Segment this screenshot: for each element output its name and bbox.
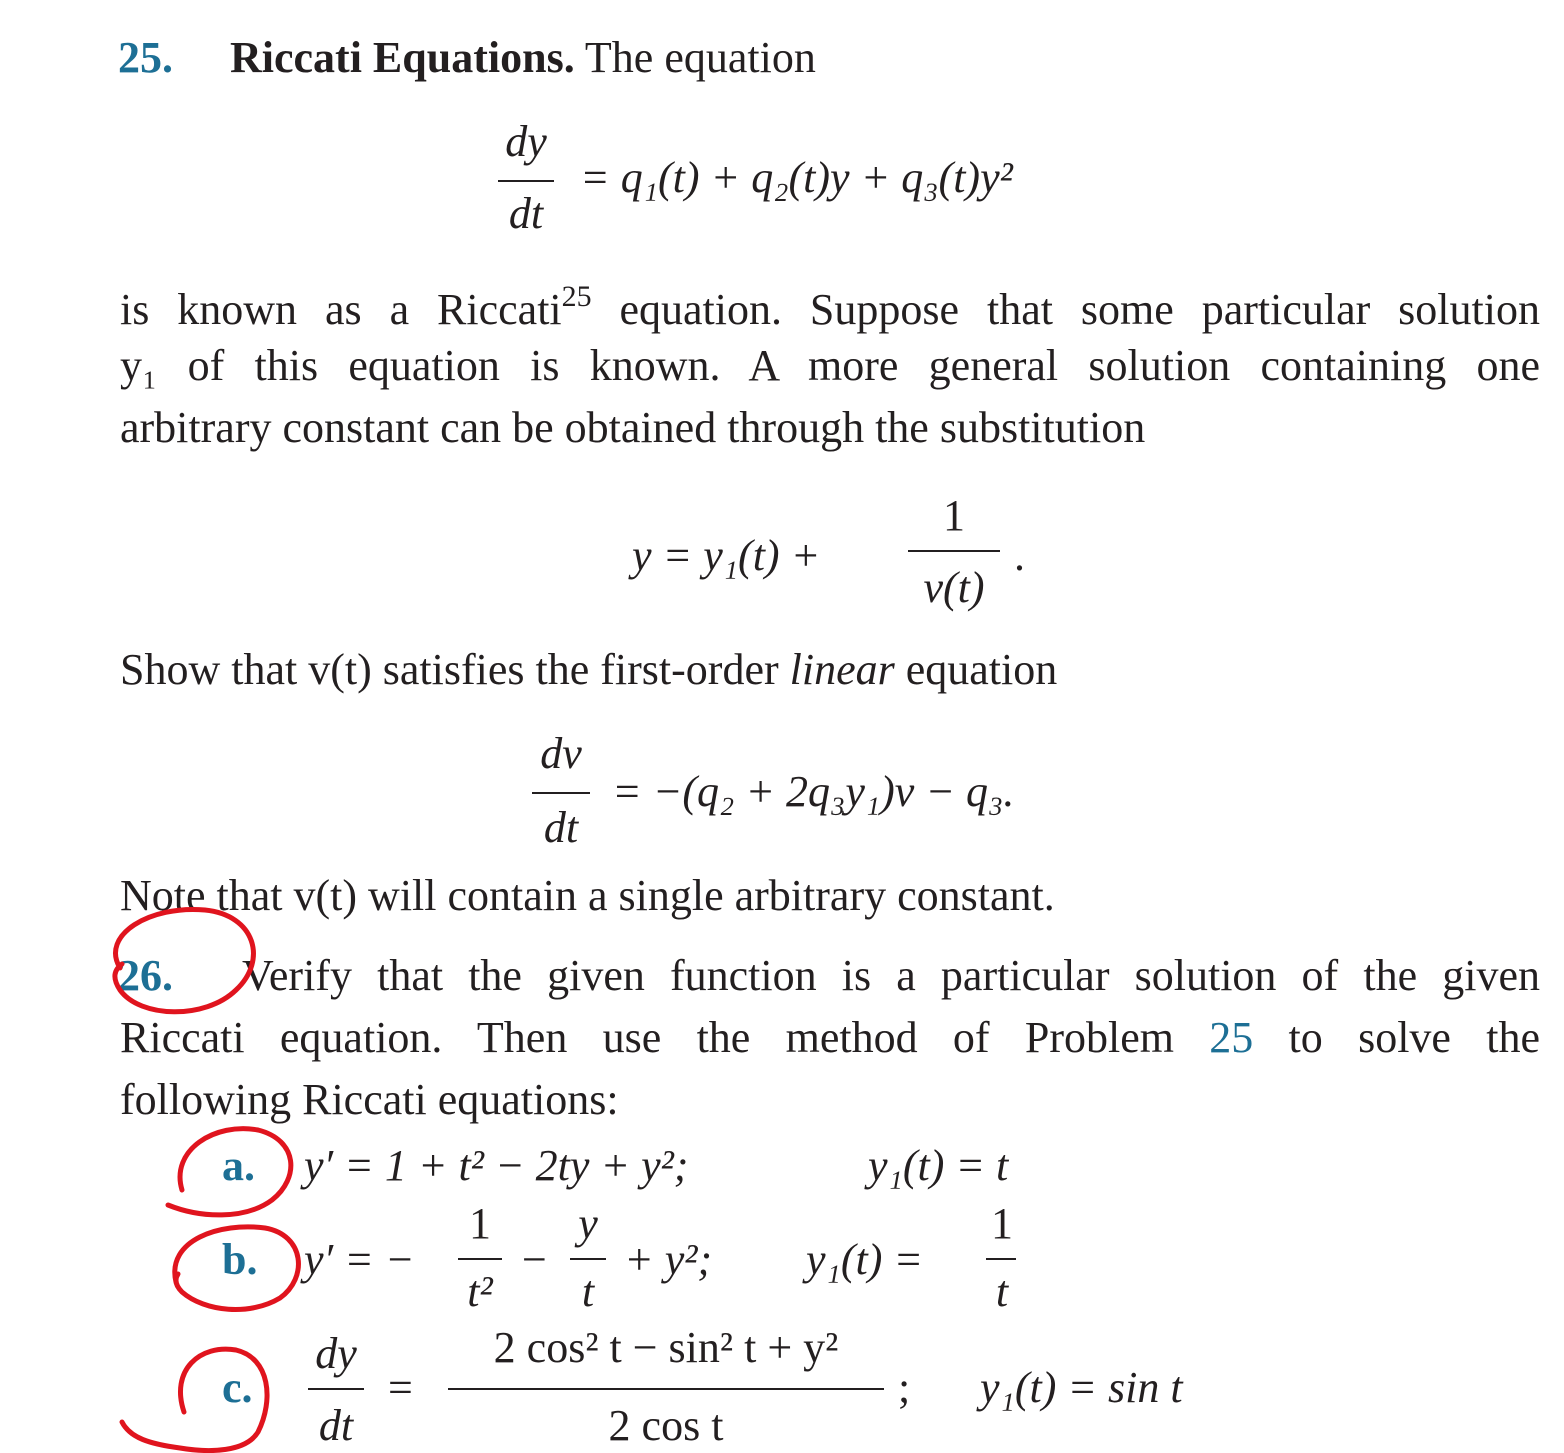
item-b-frac1-den: t² [467,1267,493,1316]
eq3-denominator: dt [543,803,579,852]
para1-text-b: equation. Suppose that some particular solution [591,284,1540,334]
item-c-label: c. [222,1363,253,1412]
problem-26-number: 26. [118,951,173,1000]
item-b-frac2-num: y [578,1199,598,1248]
ink-circle-a [168,1129,291,1215]
item-b-rest: + y²; [624,1235,713,1284]
ink-circle-b [175,1227,299,1310]
item-c-equals: = [388,1363,413,1412]
p26-line2-text-b: to solve the [1253,1013,1540,1062]
item-b-minus: − [522,1235,547,1284]
ink-circle-26 [115,909,254,1011]
p26-line2-text-a: Riccati equation. Then use the method of Problem [120,1013,1210,1062]
eq2-numerator: 1 [943,491,965,540]
para-line-3: arbitrary constant can be obtained through the substitution [120,403,1146,452]
item-b-label: b. [222,1235,258,1284]
item-b-lhs: y′ = − [304,1235,415,1284]
item-b-frac1-num: 1 [469,1199,491,1248]
item-c-semicolon: ; [898,1363,911,1412]
problem-title-rest: The equation [584,33,816,82]
problem-number: 25. [118,33,173,82]
item-b-solution-lhs: y₁(t) = [806,1235,924,1284]
ink-circle-c [122,1349,267,1450]
eq1-denominator: dt [508,189,544,238]
item-a-solution: y₁(t) = t [868,1141,1009,1190]
item-c-rhs-den: 2 cos t [608,1401,724,1450]
eq2-denominator: v(t) [923,563,985,612]
eq1-rhs: = q₁(t) + q₂(t)y + q₃(t)y² [580,153,1013,202]
para1-text-a: is known as a Riccati [120,284,562,334]
para4-text-b: equation [894,645,1058,694]
item-a-equation: y′ = 1 + t² − 2ty + y²; [304,1141,689,1190]
item-a-label: a. [222,1141,255,1190]
eq3-numerator: dv [540,729,582,778]
item-c-lhs-num: dy [315,1329,357,1378]
p26-line-3: following Riccati equations: [120,1075,619,1124]
item-c-solution: y₁(t) = sin t [980,1363,1183,1412]
para4-text-a: Show that v(t) satisfies the first-order [120,645,790,694]
item-b-sol-num: 1 [991,1199,1013,1248]
eq1-numerator: dy [505,117,547,166]
para4-emphasis: linear [789,645,895,694]
item-c-rhs-num: 2 cos² t − sin² t + y² [493,1323,839,1372]
item-c-lhs-den: dt [318,1401,354,1450]
problem-title: Riccati Equations. [230,33,575,82]
para-line-5: Note that v(t) will contain a single arbitrary constant. [120,871,1055,920]
p26-line-1: Verify that the given function is a particular solution of the given [242,951,1540,1000]
item-b-frac2-den: t [581,1267,595,1316]
eq2-lhs: y = y₁(t) + [632,531,821,580]
para-line-2: y₁ of this equation is known. A more general solution containing one [120,341,1540,390]
footnote-marker: 25 [561,280,592,313]
problem-25-link[interactable]: 25 [1209,1013,1254,1062]
eq2-end: . [1014,531,1025,580]
item-b-sol-den: t [995,1267,1009,1316]
eq3-rhs: = −(q₂ + 2q₃y₁)v − q₃. [612,767,1015,816]
